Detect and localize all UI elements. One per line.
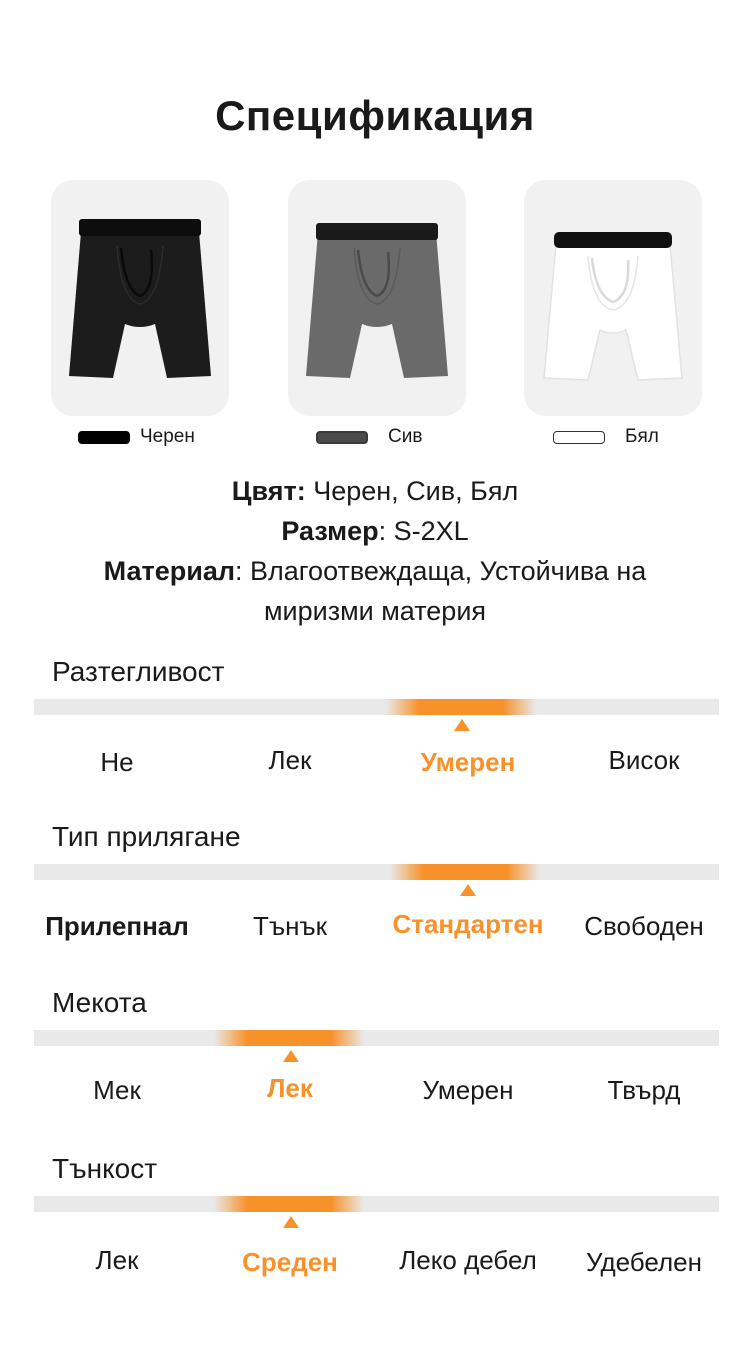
rating-highlight (214, 1196, 364, 1212)
option[interactable]: Висок (608, 745, 680, 775)
gray-boxer-card[interactable] (288, 180, 466, 416)
black-boxer-card[interactable] (51, 180, 229, 416)
gray-boxer-image (288, 180, 466, 416)
swatch-label: Бял (625, 426, 659, 447)
rating-bar (34, 699, 719, 715)
option[interactable]: Свободен (584, 911, 704, 941)
option[interactable]: Прилепнал (45, 911, 189, 941)
white-swatch-icon (553, 431, 605, 444)
category-title-fit: Тип прилягане (52, 821, 241, 852)
category-title-stretch: Разтегливост (52, 656, 225, 687)
option[interactable]: Лек (95, 1245, 139, 1275)
option[interactable]: Удебелен (585, 1247, 702, 1277)
spec-material-cont: миризми материя (263, 596, 487, 626)
option-selected[interactable]: Лек (267, 1073, 313, 1103)
category-title-thickness: Тънкост (52, 1153, 158, 1184)
black-swatch-icon (78, 431, 130, 444)
option[interactable]: Тънък (252, 911, 328, 941)
swatch-black[interactable] (78, 426, 195, 448)
spec-material: Материал: Влагоотвеждаща, Устойчива на (103, 556, 647, 586)
category-title-softness: Мекота (52, 987, 147, 1018)
white-boxer-card[interactable] (524, 180, 702, 416)
spec-size: Размер: S-2XL (281, 516, 469, 546)
spec-color: Цвят: Черен, Сив, Бял (231, 476, 519, 506)
swatch-label: Черен (140, 426, 195, 447)
black-boxer-image (51, 180, 229, 416)
rating-highlight (214, 1030, 364, 1046)
option[interactable]: Твърд (607, 1075, 681, 1105)
option[interactable]: Леко дебел (399, 1245, 537, 1275)
gray-swatch-icon (316, 431, 368, 444)
option-selected[interactable]: Стандартен (392, 909, 544, 939)
option-selected[interactable]: Среден (242, 1247, 338, 1277)
white-boxer-image (524, 180, 702, 416)
page-title: Спецификация (215, 92, 535, 139)
up-arrow-icon (460, 884, 476, 896)
option[interactable]: Лек (268, 745, 312, 775)
swatch-label: Сив (388, 426, 423, 447)
rating-bar (34, 1196, 719, 1212)
rating-highlight (386, 699, 536, 715)
option[interactable]: Не (100, 747, 134, 777)
rating-highlight (390, 864, 540, 880)
up-arrow-icon (283, 1050, 299, 1062)
rating-bar (34, 1030, 719, 1046)
swatch-white[interactable] (553, 426, 659, 448)
rating-bar (34, 864, 719, 880)
option-selected[interactable]: Умерен (420, 747, 516, 777)
swatch-gray[interactable] (316, 426, 422, 448)
up-arrow-icon (283, 1216, 299, 1228)
up-arrow-icon (454, 719, 470, 731)
option[interactable]: Мек (93, 1075, 141, 1105)
option[interactable]: Умерен (422, 1075, 514, 1105)
